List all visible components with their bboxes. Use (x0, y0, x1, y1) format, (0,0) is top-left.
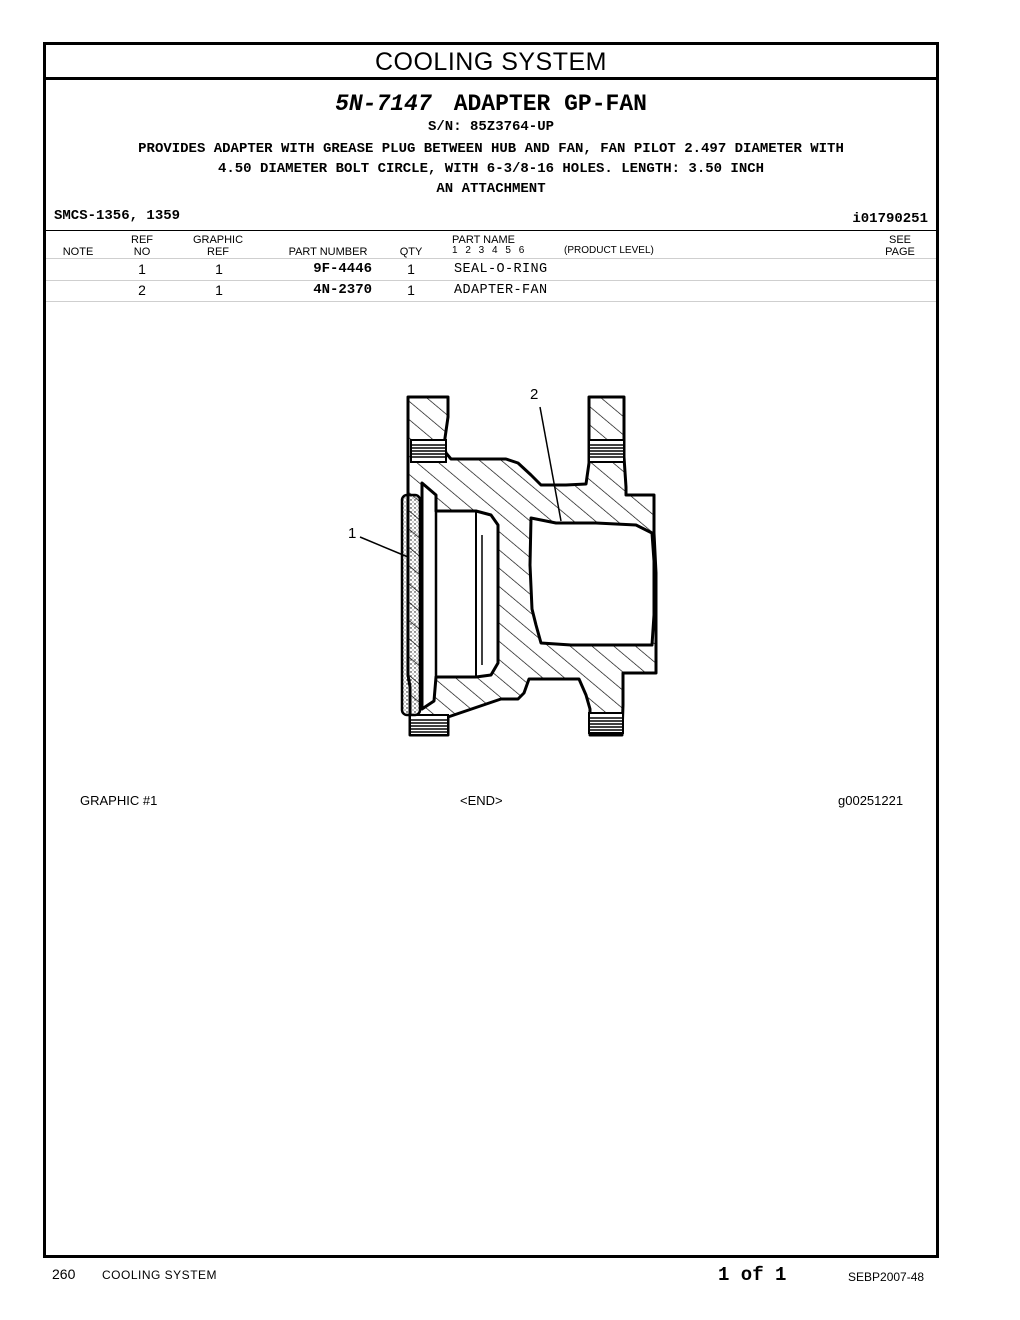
col-see-page (878, 234, 922, 258)
row1-part-number[interactable]: 9F-4446 (313, 261, 372, 277)
graphic-id: g00251221 (838, 793, 904, 808)
row1-graphic-ref: 1 (215, 261, 223, 277)
col-part-number: PART NUMBER (288, 246, 368, 258)
row2-ref: 2 (138, 282, 146, 298)
col-qty: QTY (399, 246, 423, 258)
seal-o-ring (402, 495, 420, 715)
counterbore (422, 483, 498, 709)
col-see-page-line2: PAGE (885, 246, 915, 258)
row2-part-name: ADAPTER-FAN (454, 283, 548, 298)
callout-2: 2 (530, 386, 539, 403)
group-part-title: ADAPTER GP-FAN (453, 91, 647, 117)
row2-part-number[interactable]: 4N-2370 (313, 282, 372, 298)
description (46, 139, 936, 199)
col-see-page-line1: SEE (888, 234, 911, 246)
description-line: 4.50 DIAMETER BOLT CIRCLE, WITH 6-3/8-16 HOLES. LENGTH: 3.50 INCH (217, 161, 765, 177)
callout-1: 1 (348, 525, 357, 542)
adapter-bore (530, 518, 654, 645)
illustration-id: i01790251 (852, 211, 928, 227)
doc-id: SEBP2007-48 (848, 1270, 925, 1284)
row1-ref: 1 (138, 261, 146, 277)
row1-part-name: SEAL-O-RING (454, 262, 548, 277)
description-line: AN ATTACHMENT (436, 181, 546, 197)
col-part-name: PART NAME (452, 234, 515, 246)
row2-graphic-ref: 1 (215, 282, 223, 298)
smcs-codes: SMCS-1356, 1359 (54, 208, 181, 224)
col-ref-no (122, 234, 162, 258)
group-part-number[interactable]: 5N-7147 (335, 91, 432, 117)
col-product-level: (PRODUCT LEVEL) (564, 245, 654, 256)
col-ref-no-line1: REF (131, 234, 153, 246)
col-graphic-ref-line2: REF (207, 246, 229, 258)
page-of: 1 of 1 (718, 1264, 787, 1286)
row-divider (46, 301, 936, 302)
col-graphic-ref-line1: GRAPHIC (192, 234, 244, 246)
page-number: 260 (52, 1266, 76, 1282)
adapter-drawing (286, 335, 686, 755)
part-heading (46, 91, 936, 117)
row1-qty: 1 (407, 261, 415, 277)
row2-qty: 1 (407, 282, 415, 298)
footer-section: COOLING SYSTEM (102, 1268, 218, 1282)
section-title: COOLING SYSTEM (46, 45, 936, 80)
col-note: NOTE (62, 246, 94, 258)
end-label: <END> (460, 793, 503, 808)
page-frame (43, 42, 939, 1258)
header-rule (46, 258, 936, 259)
col-ref-no-line2: NO (133, 246, 151, 258)
description-line: PROVIDES ADAPTER WITH GREASE PLUG BETWEEN HUB AND FAN, FAN PILOT 2.497 DIAMETER WITH (138, 141, 844, 157)
col-graphic-ref (188, 234, 248, 258)
serial-range: S/N: 85Z3764-UP (427, 119, 555, 135)
table-top-rule (46, 230, 936, 231)
graphic-label: GRAPHIC #1 (80, 793, 158, 808)
col-levels: 1 2 3 4 5 6 (452, 245, 525, 256)
row-divider (46, 280, 936, 281)
